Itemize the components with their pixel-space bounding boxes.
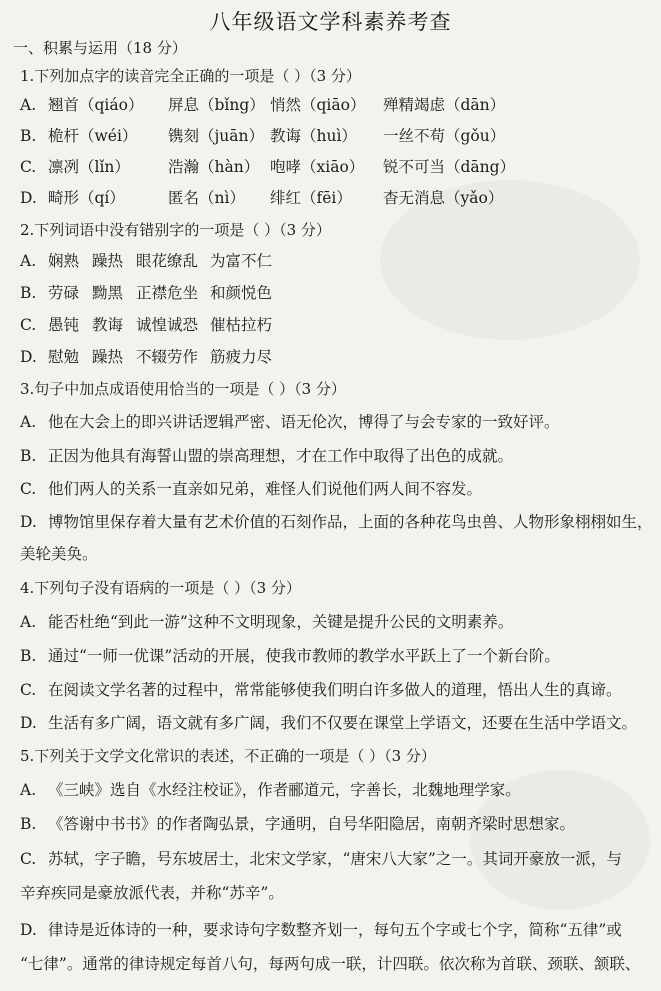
question-2-stem: 2.下列词语中没有错别字的一项是（ ）（3 分） [20, 221, 331, 239]
option-word: 屏息（bǐng） [168, 96, 265, 114]
option-label: C. [20, 480, 37, 498]
option-label: A. [20, 252, 37, 270]
option-label: C. [20, 681, 37, 699]
q5-option-c[interactable] [20, 849, 622, 869]
option-word: 诚惶诚恐 [136, 316, 199, 334]
q2-option-b[interactable] [20, 283, 272, 303]
option-word: 娴熟 [48, 252, 80, 270]
q1-option-b[interactable] [20, 126, 505, 146]
question-1-stem: 1.下列加点字的读音完全正确的一项是（ ）（3 分） [20, 67, 361, 85]
option-word: 悄然（qiāo） [270, 96, 366, 114]
question-5-stem: 5.下列关于文学文化常识的表述，不正确的一项是（ ）（3 分） [20, 747, 436, 765]
question-4-stem: 4.下列句子没有语病的一项是（ ）（3 分） [20, 579, 301, 597]
q5-option-d[interactable] [20, 920, 622, 940]
q4-option-b[interactable] [20, 646, 560, 666]
q2-option-c[interactable] [20, 315, 272, 335]
option-label: C. [20, 158, 37, 176]
option-word: 躁热 [92, 252, 124, 270]
option-text: 生活有多广阔，语文就有多广阔，我们不仅要在课堂上学语文，还要在生活中学语文。 [48, 714, 638, 732]
option-label: D. [20, 189, 37, 207]
option-label: C. [20, 316, 37, 334]
option-word: 躁热 [92, 348, 124, 366]
option-label: C. [20, 850, 37, 868]
option-word: 匿名（nì） [168, 189, 245, 207]
q3-option-c[interactable] [20, 479, 482, 499]
option-text: 通过“一师一优课”活动的开展，使我市教师的教学水平跃上了一个新台阶。 [48, 647, 560, 665]
option-text: 正因为他具有海誓山盟的崇高理想，才在工作中取得了出色的成就。 [48, 447, 514, 465]
option-label: A. [20, 413, 37, 431]
option-label: A. [20, 96, 37, 114]
option-text: 他在大会上的即兴讲话逻辑严密、语无伦次，博得了与会专家的一致好评。 [48, 413, 560, 431]
q1-option-a[interactable] [20, 95, 505, 115]
option-word: 慰勉 [48, 348, 80, 366]
q1-option-d[interactable] [20, 188, 503, 208]
option-label: A. [20, 613, 37, 631]
option-label: B. [20, 647, 37, 665]
option-label: B. [20, 127, 37, 145]
q5-option-b[interactable] [20, 814, 575, 834]
q4-option-a[interactable] [20, 612, 513, 632]
option-label: A. [20, 781, 37, 799]
option-text: 《三峡》选自《水经注校证》，作者郦道元，字善长，北魏地理学家。 [48, 781, 521, 799]
q2-option-d[interactable] [20, 347, 272, 367]
q5-option-d-continued: “七律”。通常的律诗规定每首八句，每两句成一联，计四联。依次称为首联、颈联、颔联、 [20, 955, 641, 973]
q3-option-b[interactable] [20, 446, 513, 466]
option-word: 杳无消息（yǎo） [383, 189, 504, 207]
option-word: 愚钝 [48, 316, 80, 334]
option-word: 教诲（huì） [270, 127, 357, 145]
option-word: 筋疲力尽 [210, 348, 273, 366]
option-word: 咆哮（xiāo） [270, 158, 365, 176]
page-title: 八年级语文学科素养考查 [209, 10, 452, 34]
option-word: 翘首（qiáo） [48, 96, 144, 114]
option-word: 催枯拉朽 [210, 316, 273, 334]
option-word: 一丝不苟（gǒu） [383, 127, 506, 145]
option-text: 博物馆里保存着大量有艺术价值的石刻作品，上面的各种花鸟虫兽、人物形象栩栩如生， [48, 513, 653, 531]
q5-option-c-continued: 辛弃疾同是豪放派代表，并称“苏辛”。 [20, 884, 284, 902]
q5-option-a[interactable] [20, 780, 521, 800]
option-word: 殚精竭虑（dān） [383, 96, 506, 114]
option-word: 黝黑 [92, 284, 124, 302]
q4-option-d[interactable] [20, 713, 637, 733]
q3-option-d[interactable] [20, 512, 653, 532]
q3-option-a[interactable] [20, 412, 560, 432]
q4-option-c[interactable] [20, 680, 622, 700]
option-text: 他们两人的关系一直亲如兄弟，难怪人们说他们两人间不容发。 [48, 480, 483, 498]
option-word: 为富不仁 [210, 252, 273, 270]
option-word: 凛冽（lǐn） [48, 158, 130, 176]
option-word: 镌刻（juān） [168, 127, 265, 145]
q3-option-d-continued: 美轮美奂。 [20, 545, 98, 563]
option-text: 律诗是近体诗的一种，要求诗句字数整齐划一，每句五个字或七个字，简称“五律”或 [48, 921, 622, 939]
option-word: 和颜悦色 [210, 284, 273, 302]
option-word: 正襟危坐 [136, 284, 199, 302]
option-word: 不辍劳作 [136, 348, 199, 366]
q2-option-a[interactable] [20, 251, 272, 271]
option-text: 《答谢中书书》的作者陶弘景，字通明，自号华阳隐居，南朝齐梁时思想家。 [48, 815, 576, 833]
option-label: B. [20, 447, 37, 465]
option-text: 苏轼，字子瞻，号东坡居士，北宋文学家，“唐宋八大家”之一。其词开豪放一派，与 [48, 850, 622, 868]
option-text: 能否杜绝“到此一游”这种不文明现象，关键是提升公民的文明素养。 [48, 613, 514, 631]
option-word: 劳碌 [48, 284, 80, 302]
option-label: D. [20, 921, 37, 939]
option-text: 在阅读文学名著的过程中，常常能够使我们明白许多做人的道理，悟出人生的真谛。 [48, 681, 622, 699]
option-word: 浩瀚（hàn） [168, 158, 260, 176]
option-word: 绯红（fēi） [270, 189, 352, 207]
option-label: B. [20, 815, 37, 833]
option-label: B. [20, 284, 37, 302]
option-word: 眼花缭乱 [136, 252, 199, 270]
section-heading: 一、积累与运用（18 分） [13, 39, 187, 57]
option-label: D. [20, 513, 37, 531]
q1-option-c[interactable] [20, 157, 515, 177]
option-word: 桅杆（wéi） [48, 127, 138, 145]
option-word: 畸形（qí） [48, 189, 125, 207]
option-word: 锐不可当（dāng） [383, 158, 516, 176]
option-label: D. [20, 714, 37, 732]
question-3-stem: 3.句子中加点成语使用恰当的一项是（ ）（3 分） [20, 380, 346, 398]
option-word: 教诲 [92, 316, 124, 334]
option-label: D. [20, 348, 37, 366]
